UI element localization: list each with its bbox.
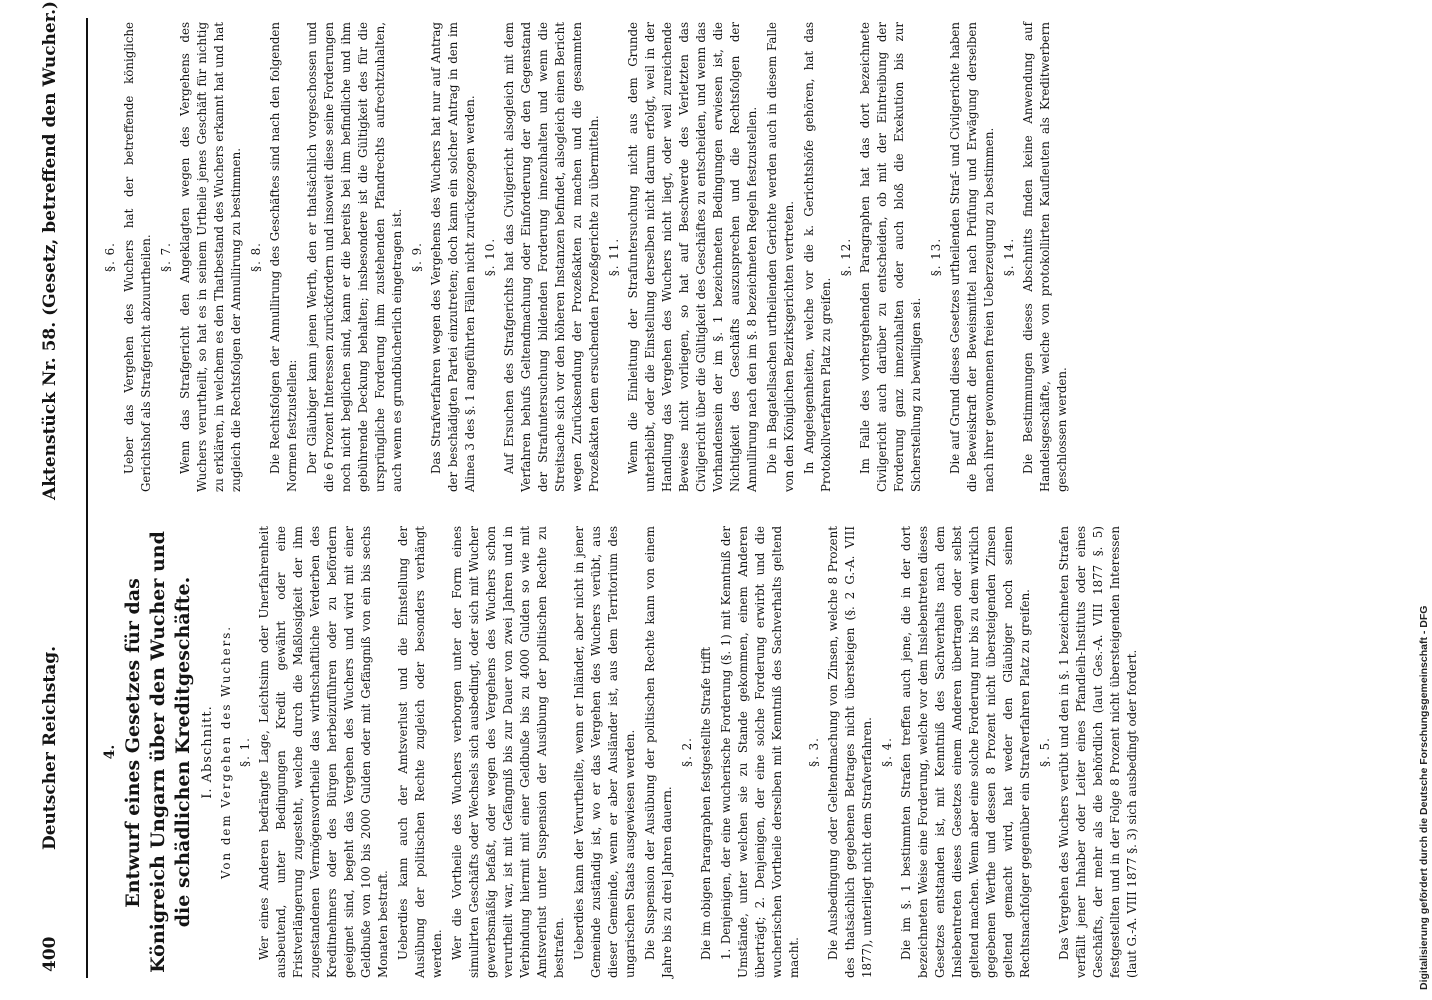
paragraph-mark: §. 3.	[807, 737, 821, 767]
body-text: Die Rechtsfolgen der Annullirung des Geschäftes sind nach den folgenden Normen festzustellen:	[268, 22, 299, 492]
body-text: Ueberdies kann der Verurtheilte, wenn er Inländer, aber nicht in jener Gemeinde zuständig ist, wo er das Vergehen des Wuchers verübt, aus dieser Gemeinde, wenn er aber Ausländer ist, aus dem Territorium des ungarischen Staats ausgewiesen werden.	[572, 526, 637, 978]
left-paragraphs	[237, 526, 1141, 978]
body-text: Die in Bagatellsachen urtheilenden Gerichte werden auch in diesem Falle von den Königlichen Bezirksgerichten vertreten.	[765, 22, 796, 492]
body-text: Das Vergehen des Wuchers verübt und den in §. 1 bezeichneten Strafen verfällt jener Inhaber oder Leiter eines Pfandleih-Instituts oder eines Geschäfts, der mehr als die behördlich (laut Ges.-A. VIII 1877 §. 5) festgestellten und in der Folge 8 Prozent nicht übersteigenden Interessen (laut G.-A. VIII 1877 §. 3) sich ausbedingt oder fordert.	[1057, 526, 1139, 978]
running-header	[40, 0, 80, 1000]
paragraph-mark: §. 11.	[607, 237, 621, 277]
paragraph-mark: §. 14.	[1002, 237, 1016, 277]
header-left-text: Deutscher Reichstag.	[40, 645, 60, 850]
header-right-text: Aktenstück Nr. 58. (Gesetz, betreffend den Wucher.)	[40, 0, 60, 500]
paragraph-mark: §. 2.	[680, 737, 694, 767]
section-heading: I. Abschnitt.	[200, 705, 215, 799]
paragraph-mark: §. 13.	[929, 237, 943, 277]
paragraph-mark: §. 10.	[483, 237, 497, 277]
body-text: Die Ausbedingung oder Geltendmachung von Zinsen, welche 8 Prozent des thatsächlich gegebenen Betrages nicht übersteigen (§. 2 G.-A. VIII 1877), unterliegt nicht dem Strafverfahren.	[826, 526, 874, 978]
body-text: Ueberdies kann auch der Amtsverlust und die Einstellung der Ausübung der politischen Rechte zugleich oder besonders verhängt werden.	[396, 526, 444, 978]
body-text: In Angelegenheiten, welche vor die k. Gerichtshöfe gehören, hat das Protokollverfahren Platz zu greifen.	[802, 22, 833, 492]
section-subheading: Von dem Vergehen des Wuchers.	[219, 624, 233, 880]
paragraph-mark: §. 5.	[1038, 737, 1052, 767]
paragraph-mark: §. 8.	[249, 242, 263, 272]
body-text: Wer eines Anderen bedrängte Lage, Leichtsinn oder Unerfahrenheit ausbeutend, unter Bedingungen Kredit gewährt oder eine Fristverlängerung zugesteht, welche durch die Maßlosigkeit der ihm zugestandenen Vermögensvortheile das wirthschaftliche Verderben des Kreditnehmers oder des Bürgen herbeizuführen oder zu befördern geeignet sind, begeht das Vergehen des Wuchers und wird mit einer Geldbuße von 100 bis 2000 Gulden oder mit Gefängniß von ein bis sechs Monaten bestraft.	[257, 526, 390, 978]
document-number: 4.	[102, 744, 118, 760]
body-text: Das Strafverfahren wegen des Vergehens des Wuchers hat nur auf Antrag der beschädigten Partei einzutreten; doch kann ein solcher Antrag in den im Alinea 3 des §. 1 angeführten Fällen nicht zurückgezogen werden.	[429, 22, 477, 492]
left-column	[100, 526, 1144, 978]
paragraph-mark: §. 4.	[880, 737, 894, 767]
right-column	[100, 22, 1074, 492]
body-text: Die auf Grund dieses Gesetzes urtheilenden Straf- und Civilgerichte haben die Beweiskraft der Beweismittel nach Prüfung und Erwägung derselben nach ihrer gewonnenen freien Ueberzeugung zu bestimmen.	[948, 22, 996, 492]
paragraph-mark: §. 9.	[410, 242, 424, 272]
body-text: Die im obigen Paragraphen festgestellte Strafe trifft	[699, 646, 713, 960]
body-text: Auf Ersuchen des Strafgerichts hat das Civilgericht alsogleich mit dem Verfahren behufs Geltendmachung oder Einforderung der den Gegenstand der Strafuntersuchung bildenden Forderung innezuhalten und wenn die Streitsache sich vor den höheren Instanzen befindet, alsogleich einen Bericht wegen Zurücksendung der Prozeßakten zu machen und die gesammten Prozeßakten dem ersuchenden Prozeßgerichte zu übermitteln.	[502, 22, 601, 492]
document-title: Entwurf eines Gesetzes für das Königreich Ungarn über den Wucher und die schädlichen Kreditgeschäfte.	[122, 531, 194, 973]
right-paragraphs	[102, 22, 1071, 492]
digitization-credit: Digitalisierung gefördert durch die Deutsche Forschungsgemeinschaft - DFG	[1418, 605, 1430, 990]
body-text: Wenn das Strafgericht den Angeklagten wegen des Vergehens des Wuchers verurtheilt, so hat es in seinem Urtheile jenes Geschäft für nichtig zu erklären, in welchem es den Thatbestand des Wuchers erkannt hat und hat zugleich die Rechtsfolgen der Annullirung zu bestimmen.	[178, 22, 243, 492]
body-text: 1. Denjenigen, der eine wucherische Forderung (§. 1) mit Kenntniß der Umstände, unter welchen sie zu Stande gekommen, einem Anderen überträgt; 2. Denjenigen, der eine solche Forderung erwirbt und die wucherischen Vortheile derselben mit Kenntniß des Sachverhalts geltend macht.	[719, 526, 801, 978]
body-text: Wer die Vortheile des Wuchers verborgen unter der Form eines simulirten Geschäfts oder Wechsels sich ausbedingt, oder sich mit Wucher gewerbsmäßig befaßt, oder wegen des Vergehens des Wuchers schon verurtheilt war, ist mit Gefängniß bis zur Dauer von zwei Jahren und in Verbindung hiermit mit einer Geldbuße bis zu 4000 Gulden so wie mit Amtsverlust unter Suspension der Ausübung der politischen Rechte zu bestrafen.	[450, 526, 566, 978]
body-text: Der Gläubiger kann jenen Werth, den er thatsächlich vorgeschossen und die 6 Prozent Interessen zurückfordern und insoweit diese seine Forderungen noch nicht beglichen sind, kann er die bereits bei ihm befindliche und ihm gebührende Deckung behalten; insbesondere ist die Gültigkeit des für die ursprüngliche Forderung ihm zustehenden Pfandrechts aufrechtzuhalten, auch wenn es grundbücherlich eingetragen ist.	[305, 22, 404, 492]
credit-strip	[1416, 0, 1432, 1000]
paragraph-mark: §. 12.	[839, 237, 853, 277]
body-text: Im Falle des vorhergehenden Paragraphen hat das dort bezeichnete Civilgericht auch darüber zu entscheiden, ob mit der Eintreibung der Forderung ganz innezuhalten oder auch bloß die Exekution bis zur Sicherstellung zu bewilligen sei.	[858, 22, 923, 492]
paragraph-mark: §. 1.	[238, 737, 252, 767]
body-text: Die Bestimmungen dieses Abschnitts finden keine Anwendung auf Handelsgeschäfte, welche von protokollirten Kaufleuten als Kreditwerbern geschlossen werden.	[1021, 22, 1069, 492]
body-text: Ueber das Vergehen des Wuchers hat der betreffende königliche Gerichtshof als Strafgericht abzuurtheilen.	[122, 22, 153, 492]
paragraph-mark: §. 6.	[103, 242, 117, 272]
paragraph-mark: §. 7.	[159, 242, 173, 272]
body-text: Die im §. 1 bestimmten Strafen treffen auch jene, die in der dort bezeichneten Weise eine Forderung, welche vor dem Inslebentreten dieses Gesetzes entstanden ist, mit Kenntniß des Sachverhalts nach dem Inslebentreten dieses Gesetzes einem Anderen übertragen oder selbst geltend machen. Wenn aber eine solche Forderung nur bis zu dem wirklich gegebenen Werthe und dessen 8 Prozent nicht übersteigenden Zinsen geltend gemacht wird, hat weder den Gläubiger noch seinen Rechtsnachfolger gegenüber ein Strafverfahren Platz zu greifen.	[899, 526, 1032, 978]
header-rule	[86, 18, 88, 978]
body-text: Die Suspension der Ausübung der politischen Rechte kann von einem Jahre bis zu drei Jahren dauern.	[643, 526, 674, 978]
page-number: 400	[40, 936, 60, 972]
body-text: Wenn die Einleitung der Strafuntersuchung nicht aus dem Grunde unterbleibt, oder die Einstellung derselben nicht darum erfolgt, weil in der Handlung das Vergehen des Wuchers nicht liegt, oder weil zureichende Beweise nicht vorliegen, so hat auf Beschwerde des Verletzten das Civilgericht über die Gültigkeit des Geschäftes zu entscheiden, und wenn das Vorhandensein der im §. 1 bezeichneten Bedingungen erwiesen ist, die Nichtigkeit des Geschäfts auszusprechen und die Rechtsfolgen der Annullirung nach den im §. 8 bezeichneten Regeln festzustellen.	[626, 22, 759, 492]
